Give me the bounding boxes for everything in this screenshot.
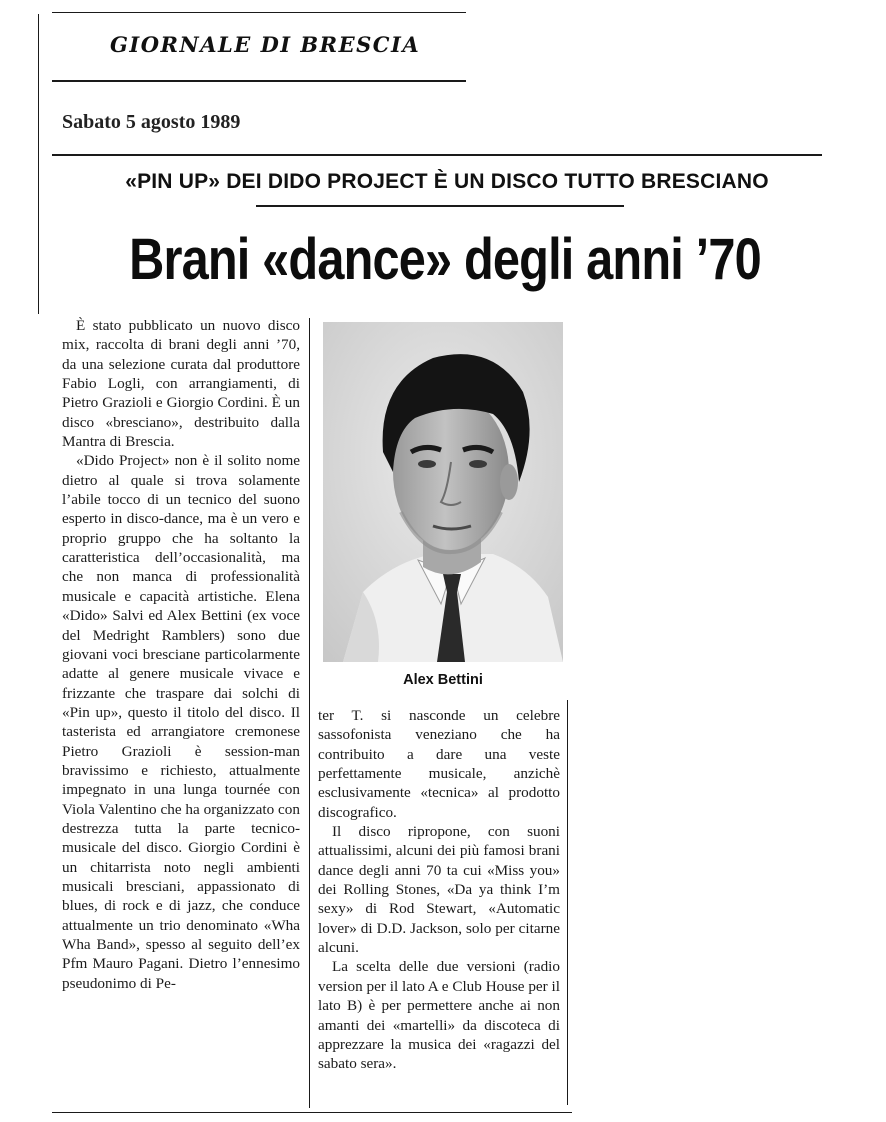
newspaper-masthead: GIORNALE DI BRESCIA (110, 32, 421, 57)
photo-caption: Alex Bettini (403, 672, 483, 688)
kicker-underline (256, 205, 624, 207)
article-paragraph: «Dido Project» non è il solito nome dietro al quale si trova solamente l’abile tocco di un tecnico del suono esperto in disco-dance, ma è un vero e proprio gruppo che ha soltanto la caratteristica dell’occasionalità, ma che non manca di professionalità musicale e capacità artistiche. Elena «Dido» Salvi ed Alex Bettini (ex voce del Medright Ramblers) sono due giovani voci bresciane particolarmente adatte al genere musicale vivace e frizzante che traspare dai solchi di «Pin up», questo il titolo del disco. Il tasterista ed arrangiatore cremonese Pietro Grazioli è session-man bravissimo e richiesto, attualmente impegnato in una lunga tournée con Viola Valentino che ha organizzato con destrezza tutta la parte tecnico-musicale del disco. Giorgio Cordini è un chitarrista noto negli ambienti musicali bresciani, appassionato di blues, di rock e di jazz, che conduce attualmente un trio denominato «Wha Wha Band», spesso al seguito dell’ex Pfm Mauro Pagani. Dietro l’ennesimo pseudonimo di Pe- (62, 452, 300, 992)
article-headline: Brani «dance» degli anni ’70 (129, 227, 761, 292)
article-kicker: «PIN UP» DEI DIDO PROJECT È UN DISCO TUTTO BRESCIANO (125, 170, 769, 193)
portrait-photo (323, 322, 563, 662)
top-rule (52, 12, 466, 13)
article-paragraph: La scelta delle due versioni (radio version per il lato A e Club House per il lato B) è per permettere anche ai non amanti dei «martelli» da discoteca di apprezzare la musica dei «ragazzi del sabato sera». (318, 958, 560, 1073)
article-paragraph: ter T. si nasconde un celebre sassofonista veneziano che ha contribuito a dare una veste perfettamente musicale, anzichè esclusivamente «tecnica» al prodotto discografico. (318, 707, 560, 821)
publication-date: Sabato 5 agosto 1989 (62, 111, 241, 133)
right-column-border (567, 700, 568, 1105)
article-column-left (62, 316, 300, 993)
date-rule (52, 154, 822, 156)
bottom-rule (52, 1112, 572, 1113)
article-paragraph: Il disco ripropone, con suoni attualissimi, alcuni dei più famosi brani dance degli anni 70 ta cui «Miss you» dei Rolling Stones, «Da ya think I’m sexy» di Rod Stewart, «Automatic lover» di D.D. Jackson, solo per citarne alcuni. (318, 823, 560, 957)
article-column-right (318, 706, 560, 1074)
clipping-left-border (38, 14, 39, 314)
column-separator (309, 318, 310, 1108)
masthead-rule (52, 80, 466, 82)
article-paragraph: È stato pubblicato un nuovo disco mix, raccolta di brani degli anni ’70, da una selezione curata dal produttore Fabio Logli, con arrangiamenti, di Pietro Grazioli e Giorgio Cordini. È un disco «bresciano», destribuito dalla Mantra di Brescia. (62, 317, 300, 451)
